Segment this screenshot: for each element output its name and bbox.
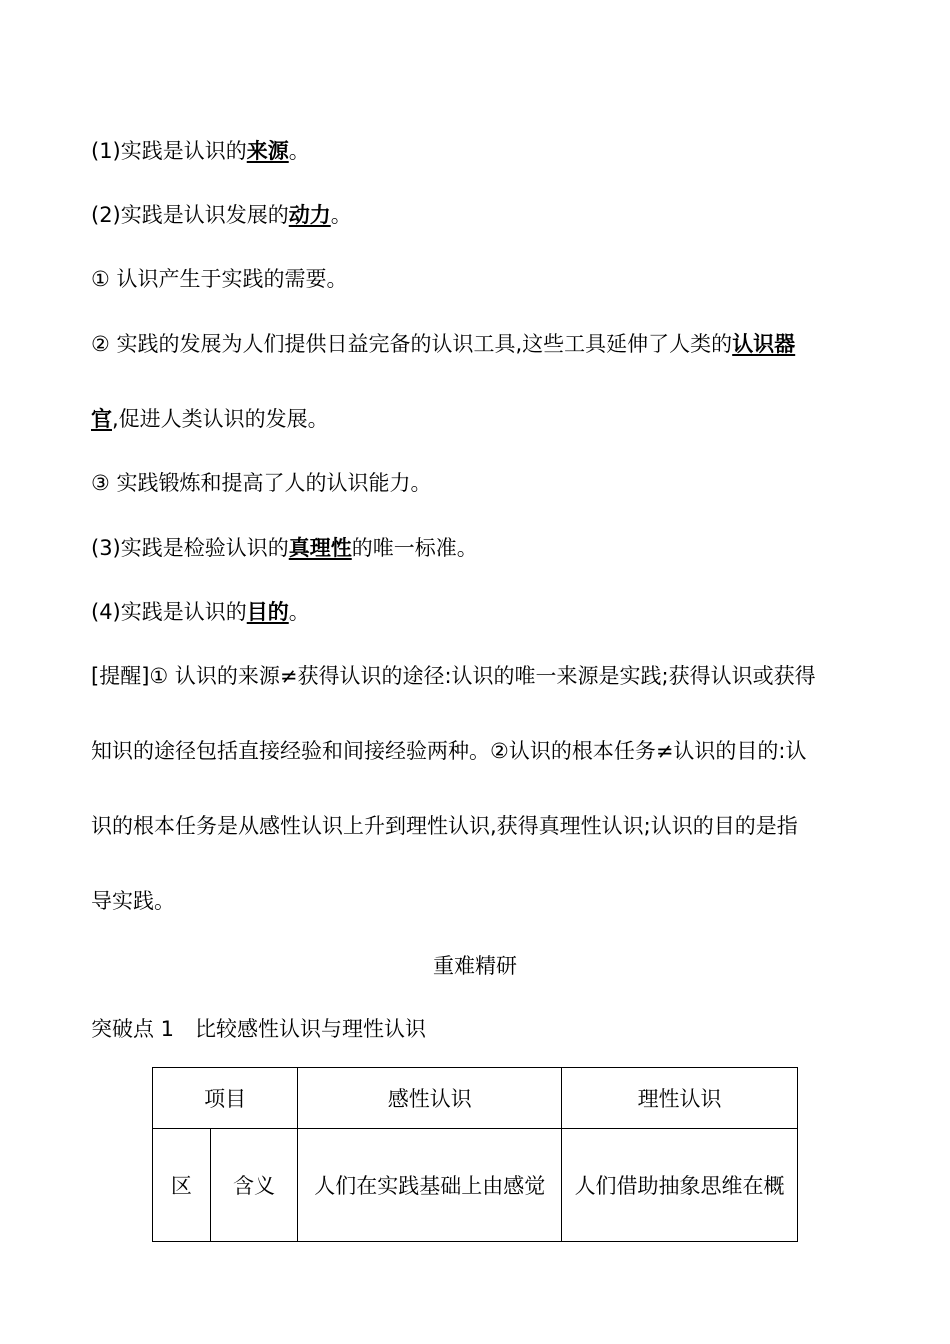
point-title: 突破点 1 比较感性认识与理性认识 <box>91 1017 427 1041</box>
text-line-5: 官,促进人类认识的发展。 <box>91 407 329 431</box>
table-row <box>153 1129 798 1242</box>
section-title: 重难精研 <box>433 954 517 978</box>
text-line-8: (4)实践是认识的目的。 <box>91 600 310 624</box>
header-item: 项目 <box>153 1068 298 1129</box>
comparison-table <box>152 1067 798 1242</box>
row-group-label: 区 <box>153 1129 211 1242</box>
row-item-label: 含义 <box>210 1129 298 1242</box>
cell-rational: 人们借助抽象思维在概 <box>562 1129 798 1242</box>
key-term: 目的 <box>246 600 289 624</box>
reminder-line-1: [提醒]① 认识的来源≠获得认识的途径:认识的唯一来源是实践;获得认识或获得 <box>91 664 816 688</box>
cell-perceptual: 人们在实践基础上由感觉 <box>298 1129 562 1242</box>
text-line-7: (3)实践是检验认识的真理性的唯一标准。 <box>91 536 478 560</box>
key-term: 真理性 <box>288 536 352 560</box>
text-line-6: ③ 实践锻炼和提高了人的认识能力。 <box>91 471 432 495</box>
reminder-line-2: 知识的途径包括直接经验和间接经验两种。②认识的根本任务≠认识的目的:认 <box>91 739 807 763</box>
text-line-2: (2)实践是认识发展的动力。 <box>91 203 352 227</box>
text-line-1: (1)实践是认识的来源。 <box>91 139 310 163</box>
key-term: 官 <box>91 407 112 431</box>
reminder-line-4: 导实践。 <box>91 889 175 913</box>
table-header-row <box>153 1068 798 1129</box>
key-term: 动力 <box>288 203 331 227</box>
key-term: 来源 <box>246 139 289 163</box>
header-perceptual: 感性认识 <box>298 1068 562 1129</box>
header-rational: 理性认识 <box>562 1068 798 1129</box>
text-line-3: ① 认识产生于实践的需要。 <box>91 267 348 291</box>
text-line-4: ② 实践的发展为人们提供日益完备的认识工具,这些工具延伸了人类的认识器 <box>91 332 796 356</box>
reminder-line-3: 识的根本任务是从感性认识上升到理性认识,获得真理性认识;认识的目的是指 <box>91 814 798 838</box>
key-term: 认识器 <box>732 332 796 356</box>
